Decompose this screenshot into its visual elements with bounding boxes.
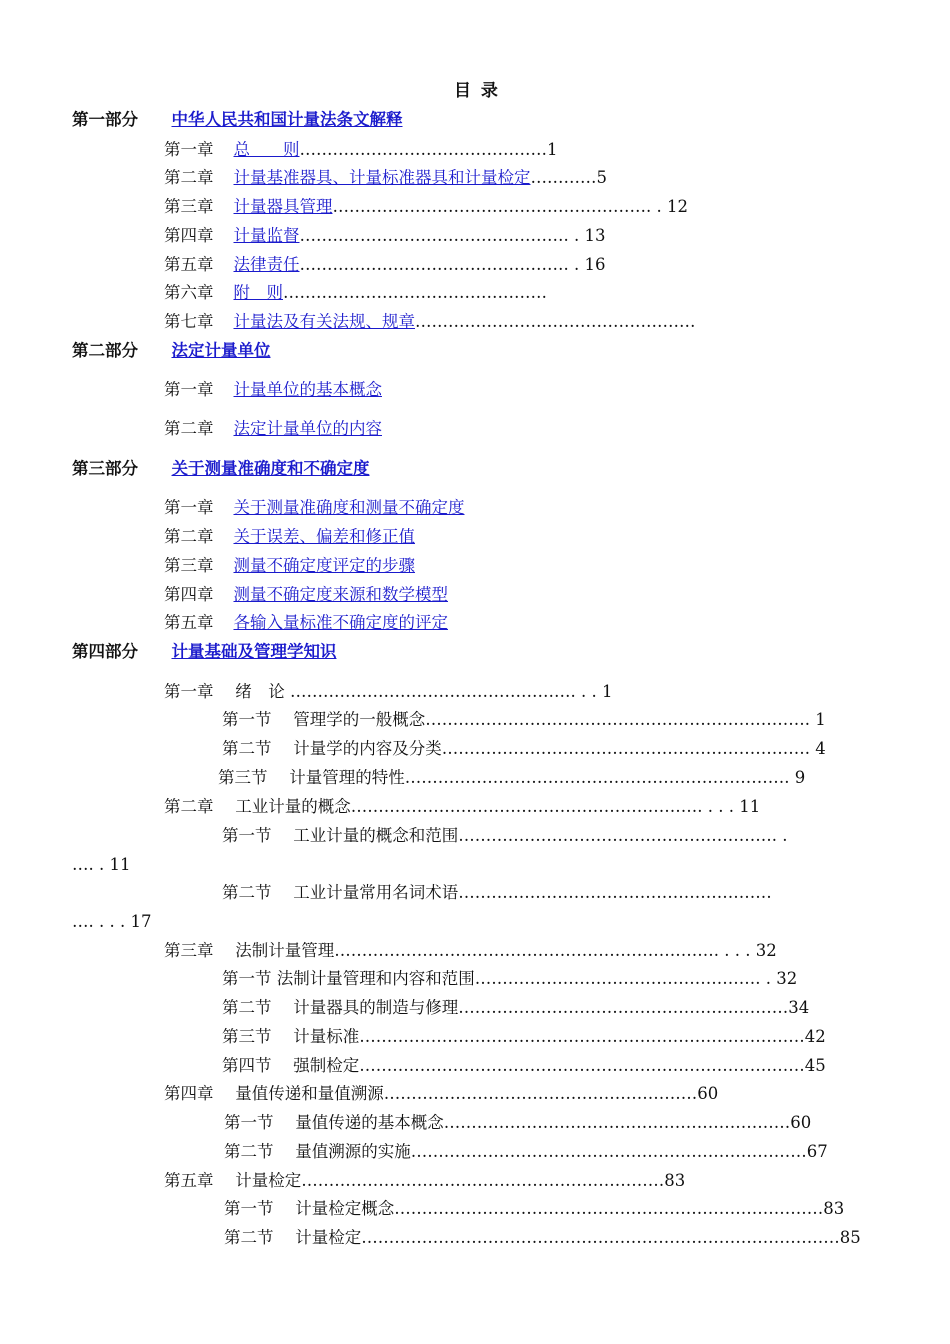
part-link[interactable]: 法定计量单位 [171, 341, 271, 360]
toc-line: 第四节 强制检定………………………………………………………………………45 [222, 1056, 826, 1075]
chapter-number: 第三章 [164, 197, 214, 216]
chapter-link[interactable]: 关于误差、偏差和修正值 [233, 527, 415, 546]
toc-line: 第二节 量值溯源的实施………………………………………………………………67 [224, 1142, 828, 1161]
toc-entry [164, 283, 547, 303]
chapter-number: 第五章 [164, 255, 214, 274]
toc-line: 第二节 计量学的内容及分类…………………………………………………………. 4 [222, 739, 826, 758]
toc-line: …. . . . 17 [72, 912, 152, 931]
chapter-number: 第三章 [164, 556, 214, 575]
part-label: 第二部分 [72, 341, 138, 360]
chapter-link[interactable]: 测量不确定度来源和数学模型 [233, 585, 448, 604]
chapter-number: 第一章 [164, 380, 214, 399]
part-link[interactable]: 关于测量准确度和不确定度 [171, 459, 370, 478]
toc-line: 第三节 计量管理的特性……………………………………………………………. 9 [218, 768, 806, 787]
toc-entry [164, 226, 605, 246]
toc-entry [164, 613, 448, 633]
chapter-link[interactable]: 计量器具管理 [233, 197, 333, 216]
toc-line: 第一节 法制计量管理和内容和范围……………………………………………. . 32 [222, 969, 798, 988]
toc-line: 第四章 量值传递和量值溯源…………………………………………………60 [164, 1084, 719, 1103]
part-label: 第一部分 [72, 110, 138, 129]
chapter-number: 第二章 [164, 168, 214, 187]
toc-line: 第一节 计量检定概念……………………………………………………………………83 [224, 1199, 845, 1218]
toc-line: 第三节 计量标准………………………………………………………………………42 [222, 1027, 826, 1046]
chapter-number: 第七章 [164, 312, 214, 331]
toc-line: 第二节 工业计量常用名词术语………………………………………………… [222, 883, 772, 902]
toc-line: 第一节 管理学的一般概念……………………………………………………………. 1 [222, 710, 826, 729]
page-leader: ………………………………………… [283, 283, 547, 302]
chapter-number: 第四章 [164, 585, 214, 604]
part-link[interactable]: 中华人民共和国计量法条文解释 [171, 110, 403, 129]
toc-line: …. . 11 [72, 855, 131, 874]
page-leader: …………………………………………………. . 12 [332, 197, 688, 216]
part-link[interactable]: 计量基础及管理学知识 [171, 642, 337, 661]
page-leader: …………………………………………. . 13 [299, 226, 606, 245]
chapter-link[interactable]: 测量不确定度评定的步骤 [233, 556, 415, 575]
toc-line: 第一章 绪 论 ……………………………………………. . . 1 [164, 682, 613, 701]
chapter-link[interactable]: 计量基准器具、计量标准器具和计量检定 [233, 168, 531, 187]
toc-entry [164, 380, 382, 400]
chapter-link[interactable]: 法律责任 [233, 255, 300, 274]
toc-entry [164, 140, 558, 160]
chapter-link[interactable]: 计量法及有关法规、规章 [233, 312, 415, 331]
toc-entry [164, 556, 415, 576]
part-heading [72, 110, 403, 130]
chapter-number: 第五章 [164, 613, 214, 632]
toc-line: 第一节 工业计量的概念和范围…………………………………………………. . [222, 826, 788, 845]
page-leader: ………………………………………1 [299, 140, 558, 159]
chapter-number: 第四章 [164, 226, 214, 245]
toc-entry [164, 498, 465, 518]
page-leader: …………………………………………… [415, 312, 696, 331]
toc-entry [164, 168, 607, 188]
chapter-number: 第一章 [164, 140, 214, 159]
toc-line: 第五章 计量检定…………………………………………………………83 [164, 1171, 686, 1190]
toc-line: 第一节 量值传递的基本概念………………………………………………………60 [224, 1113, 812, 1132]
chapter-number: 第六章 [164, 283, 214, 302]
chapter-number: 第二章 [164, 419, 214, 438]
part-heading [72, 341, 271, 361]
toc-entry [164, 255, 605, 275]
toc-entry [164, 419, 382, 439]
toc-line: 第二章 工业计量的概念………………………………………………………. . . . 11 [164, 797, 761, 816]
part-label: 第三部分 [72, 459, 138, 478]
part-heading [72, 459, 370, 479]
part-label: 第四部分 [72, 642, 138, 661]
chapter-link[interactable]: 各输入量标准不确定度的评定 [233, 613, 448, 632]
toc-entry [164, 197, 688, 217]
toc-line: 第二节 计量器具的制造与修理……………………………………………………34 [222, 998, 810, 1017]
chapter-link[interactable]: 关于测量准确度和测量不确定度 [233, 498, 465, 517]
toc-entry [164, 312, 696, 332]
chapter-number: 第二章 [164, 527, 214, 546]
toc-entry [164, 585, 448, 605]
chapter-link[interactable]: 计量单位的基本概念 [233, 380, 382, 399]
page-leader: …………5 [530, 168, 607, 187]
chapter-link[interactable]: 附 则 [233, 283, 283, 302]
toc-title: 目 录 [454, 81, 500, 101]
chapter-link[interactable]: 法定计量单位的内容 [233, 419, 382, 438]
part-heading [72, 642, 337, 662]
chapter-link[interactable]: 总 则 [233, 140, 300, 159]
page-leader: …………………………………………. . 16 [299, 255, 606, 274]
toc-entry [164, 527, 415, 547]
toc-line: 第二节 计量检定……………………………………………………………………………85 [224, 1228, 861, 1247]
toc-line: 第三章 法制计量管理……………………………………………………………. . . . 32 [164, 941, 777, 960]
chapter-link[interactable]: 计量监督 [233, 226, 300, 245]
chapter-number: 第一章 [164, 498, 214, 517]
